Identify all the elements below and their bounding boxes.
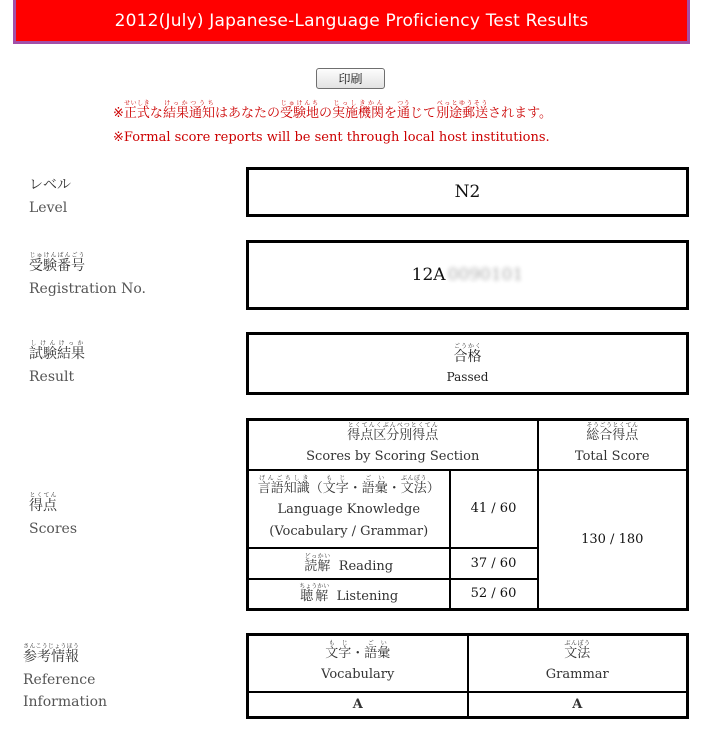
language-knowledge-score: 41 / 60: [450, 470, 538, 548]
total-score-header: 総合得点そうごうとくてん Total Score: [538, 420, 688, 470]
result-label: 試験結果しけんけっか Result: [29, 340, 85, 385]
registration-value: 12A 0090101: [411, 265, 524, 285]
listening-label: 聴解ちょうかい Listening: [248, 579, 450, 610]
reference-label: 参考情報さんこうじょうほう Reference Information: [23, 643, 108, 710]
scores-label: 得点とくてん Scores: [29, 492, 78, 537]
scores-table: [246, 418, 689, 611]
level-box: [246, 167, 689, 217]
grammar-grade: A: [468, 692, 688, 718]
section-scores-header: 得点区分別得点とくてんくぶんべつとくてん Scores by Scoring Section: [248, 420, 538, 470]
vocabulary-grade: A: [248, 692, 468, 718]
page-title: 2012(July) Japanese-Language Proficiency Test Results: [114, 10, 589, 31]
level-label: レベル Level: [29, 177, 71, 216]
reference-table: [246, 633, 689, 719]
result-value-en: Passed: [446, 370, 489, 384]
print-button[interactable]: 印刷: [316, 68, 385, 89]
result-value-ja: 合格ごうかく: [453, 343, 482, 365]
notice-japanese: ※正式せいしきな結果通知けっかつうちはあなたの受験地じゅけんちの実施機関じっしきかんを通つうじて別途郵送べっとゆうそうされます。: [113, 100, 553, 121]
reading-label: 読解どっかい Reading: [248, 548, 450, 579]
total-score: 130 / 180: [538, 470, 688, 610]
title-banner: [13, 0, 690, 44]
result-box: [246, 332, 689, 395]
level-value: N2: [454, 182, 481, 202]
vocabulary-header: 文字もじ・語彙ごい Vocabulary: [248, 635, 468, 692]
language-knowledge-label: 言語知識げんごちしき（文字もじ・語彙ごい・文法ぶんぽう） Language Knowledge (Vocabulary / Grammar): [248, 470, 450, 548]
registration-box: [246, 240, 689, 310]
reading-score: 37 / 60: [450, 548, 538, 579]
notice-english: ※Formal score reports will be sent through local host institutions.: [113, 130, 550, 145]
registration-label: 受験番号じゅけんばんごう Registration No.: [29, 252, 146, 297]
grammar-header: 文法ぶんぽう Grammar: [468, 635, 688, 692]
listening-score: 52 / 60: [450, 579, 538, 610]
